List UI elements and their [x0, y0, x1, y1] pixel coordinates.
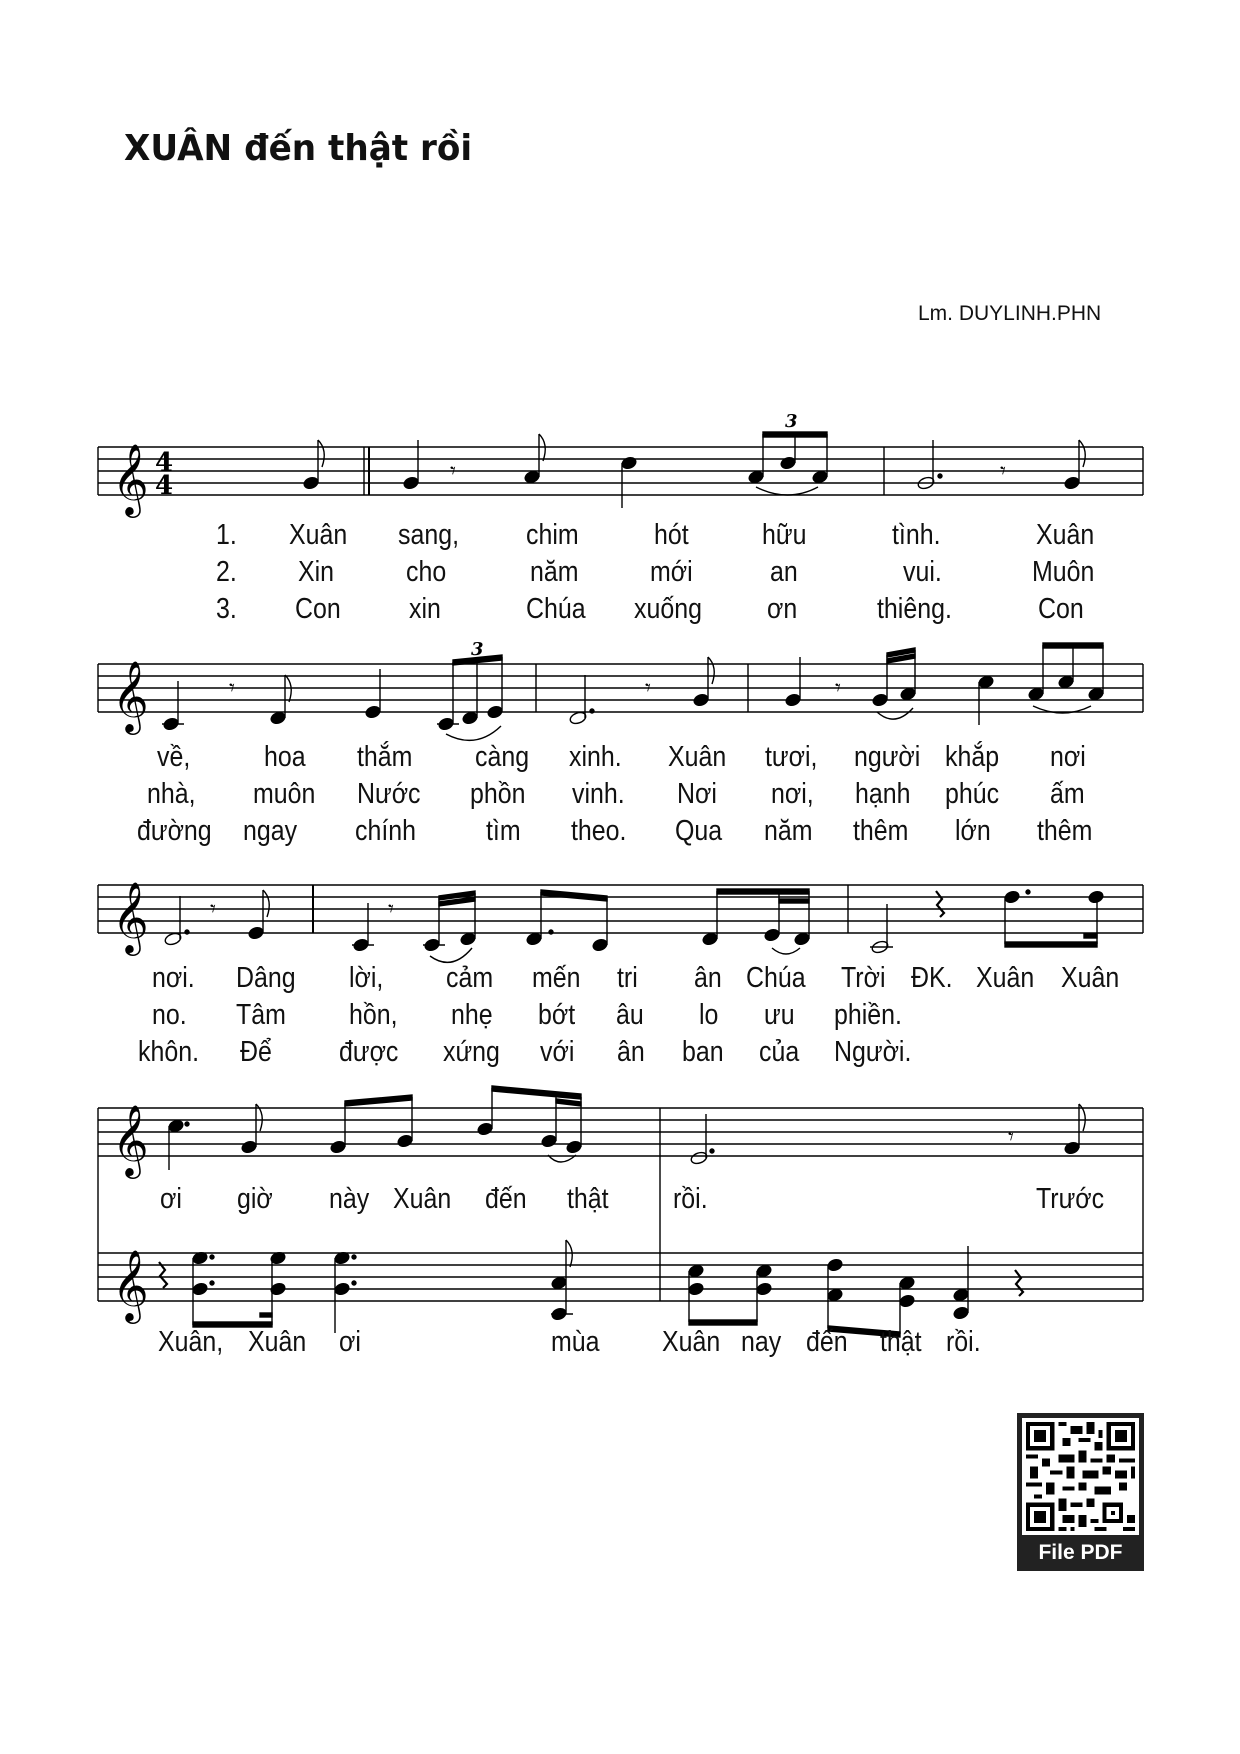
lyric: đến: [806, 1326, 848, 1358]
lyric: của: [759, 1036, 800, 1068]
lyric: chim: [526, 519, 579, 551]
lyric: Nơi: [677, 778, 717, 810]
lyric: đến: [485, 1183, 527, 1215]
lyric: thắm: [357, 741, 413, 773]
lyric: Nước: [357, 778, 421, 810]
lyric: 2.: [216, 556, 237, 588]
lyric: về,: [157, 741, 191, 773]
lyric: ngay: [243, 815, 298, 847]
lyric: Xuân: [662, 1326, 721, 1358]
lyric: ơi: [160, 1183, 182, 1215]
lyric: nay: [741, 1326, 782, 1358]
lyric: Xuân: [248, 1326, 307, 1358]
lyric: Chúa: [746, 962, 806, 994]
tuplet-label: 3: [471, 639, 484, 660]
lyric: bớt: [538, 999, 576, 1031]
lyric: hạnh: [855, 778, 911, 810]
time-signature-bottom: 4: [155, 471, 174, 501]
lyric: càng: [475, 741, 530, 773]
lyric: no.: [152, 999, 187, 1031]
lyric: thiêng.: [877, 593, 952, 625]
lyric: 3.: [216, 593, 237, 625]
lyric: ân: [694, 962, 722, 994]
lyric: theo.: [571, 815, 627, 847]
lyric: mới: [650, 556, 693, 588]
lyric: Xuân: [289, 519, 348, 551]
eighth-rest-icon: 𝄾: [645, 675, 651, 700]
lyric: chính: [355, 815, 417, 847]
lyric: Con: [295, 593, 341, 625]
lyric: phồn: [470, 778, 526, 810]
lyric: sang,: [398, 519, 460, 551]
lyric: ĐK.: [911, 962, 953, 994]
treble-clef-icon: 𝄞: [112, 442, 149, 515]
lyric: Xuân,: [158, 1326, 224, 1358]
lyric: hót: [654, 519, 689, 551]
lyric: thêm: [853, 815, 909, 847]
lyric: phiền.: [834, 999, 902, 1031]
lyric: xin: [409, 593, 441, 625]
lyric: nơi,: [771, 778, 814, 810]
lyric: giờ: [237, 1183, 273, 1215]
lyric: thêm: [1037, 815, 1093, 847]
lyric: muôn: [253, 778, 316, 810]
qr-code-label: File PDF: [1038, 1541, 1123, 1564]
lyric: 1.: [216, 519, 237, 551]
lyric: nhà,: [147, 778, 196, 810]
lyric: âu: [616, 999, 644, 1031]
lyric: thật: [567, 1183, 609, 1215]
lyric: hữu: [762, 519, 807, 551]
eighth-rest-icon: 𝄾: [1000, 458, 1006, 483]
lyric: tìm: [486, 815, 521, 847]
lyric: Qua: [675, 815, 723, 847]
lyric: tri: [617, 962, 638, 994]
lyric: Xuân: [668, 741, 727, 773]
lyric: nơi.: [152, 962, 195, 994]
lyric: ân: [617, 1036, 645, 1068]
time-signature-top: 4: [155, 448, 174, 478]
lyric: với: [540, 1036, 575, 1068]
lyric: mùa: [551, 1326, 600, 1358]
lyric: khôn.: [138, 1036, 200, 1068]
lyric: Muôn: [1032, 556, 1095, 588]
treble-clef-icon: 𝄞: [112, 659, 149, 732]
eighth-rest-icon: 𝄾: [229, 675, 235, 700]
lyric: nơi: [1050, 741, 1086, 773]
lyric: Xuân: [976, 962, 1035, 994]
eighth-rest-icon: 𝄾: [1008, 1124, 1014, 1149]
qr-code-icon: [1022, 1418, 1139, 1535]
lyric: tình.: [892, 519, 941, 551]
lyric: xứng: [443, 1036, 500, 1068]
lyric: này: [329, 1183, 370, 1215]
lyric: vui.: [903, 556, 942, 588]
lyric: năm: [530, 556, 579, 588]
lyric: phúc: [945, 778, 1000, 810]
lyric: khắp: [945, 741, 1000, 773]
tuplet-label: 3: [785, 411, 798, 432]
quarter-rest-icon: [159, 1262, 167, 1288]
lyric: rồi.: [946, 1326, 981, 1358]
lyric: mến: [532, 962, 581, 994]
song-title: XUÂN đến thật rồi: [124, 128, 473, 169]
lyric: rồi.: [673, 1183, 708, 1215]
composer-credit: Lm. DUYLINH.PHN: [918, 302, 1102, 325]
lyric: Xuân: [393, 1183, 452, 1215]
lyric: lớn: [955, 815, 991, 847]
lyric: thật: [880, 1326, 922, 1358]
lyric: an: [770, 556, 798, 588]
lyric: Trước: [1036, 1183, 1105, 1215]
lyric: ơn: [767, 593, 798, 625]
lyric: Chúa: [526, 593, 586, 625]
eighth-rest-icon: 𝄾: [835, 675, 841, 700]
lyric: vinh.: [572, 778, 625, 810]
lyric: Xuân: [1061, 962, 1120, 994]
qr-code-pdf-link[interactable]: [1017, 1413, 1144, 1571]
lyric: Xin: [298, 556, 335, 588]
lyric: Con: [1038, 593, 1084, 625]
lyric: lời,: [349, 962, 384, 994]
lyric: nhẹ: [451, 999, 493, 1031]
treble-clef-icon: 𝄞: [112, 1103, 149, 1176]
eighth-rest-icon: 𝄾: [210, 896, 216, 921]
lyric: đường: [137, 815, 212, 847]
lyric: ơi: [339, 1326, 361, 1358]
lyric: Để: [240, 1036, 272, 1068]
lyric: Tâm: [236, 999, 286, 1031]
eighth-rest-icon: 𝄾: [388, 896, 394, 921]
lyric: xinh.: [569, 741, 622, 773]
lyric: xuống: [634, 593, 702, 625]
lyric: người: [854, 741, 921, 773]
lyric: Xuân: [1036, 519, 1095, 551]
lyric: lo: [699, 999, 719, 1031]
treble-clef-icon: 𝄞: [112, 880, 149, 953]
lyric: ưu: [764, 999, 795, 1031]
treble-clef-icon: 𝄞: [112, 1248, 149, 1321]
lyric: tươi,: [765, 741, 818, 773]
lyric: Người.: [834, 1036, 912, 1068]
lyric: ấm: [1050, 778, 1085, 810]
quarter-rest-icon: [1015, 1270, 1023, 1296]
lyric: được: [339, 1036, 399, 1068]
lyric: Trời: [841, 962, 886, 994]
lyric: hoa: [264, 741, 306, 773]
lyric: cho: [406, 556, 447, 588]
lyric: năm: [764, 815, 813, 847]
lyric: ban: [682, 1036, 724, 1068]
lyric: Dâng: [236, 962, 296, 994]
lyric: cảm: [446, 962, 494, 994]
lyric: hồn,: [349, 999, 398, 1031]
eighth-rest-icon: 𝄾: [450, 458, 456, 483]
